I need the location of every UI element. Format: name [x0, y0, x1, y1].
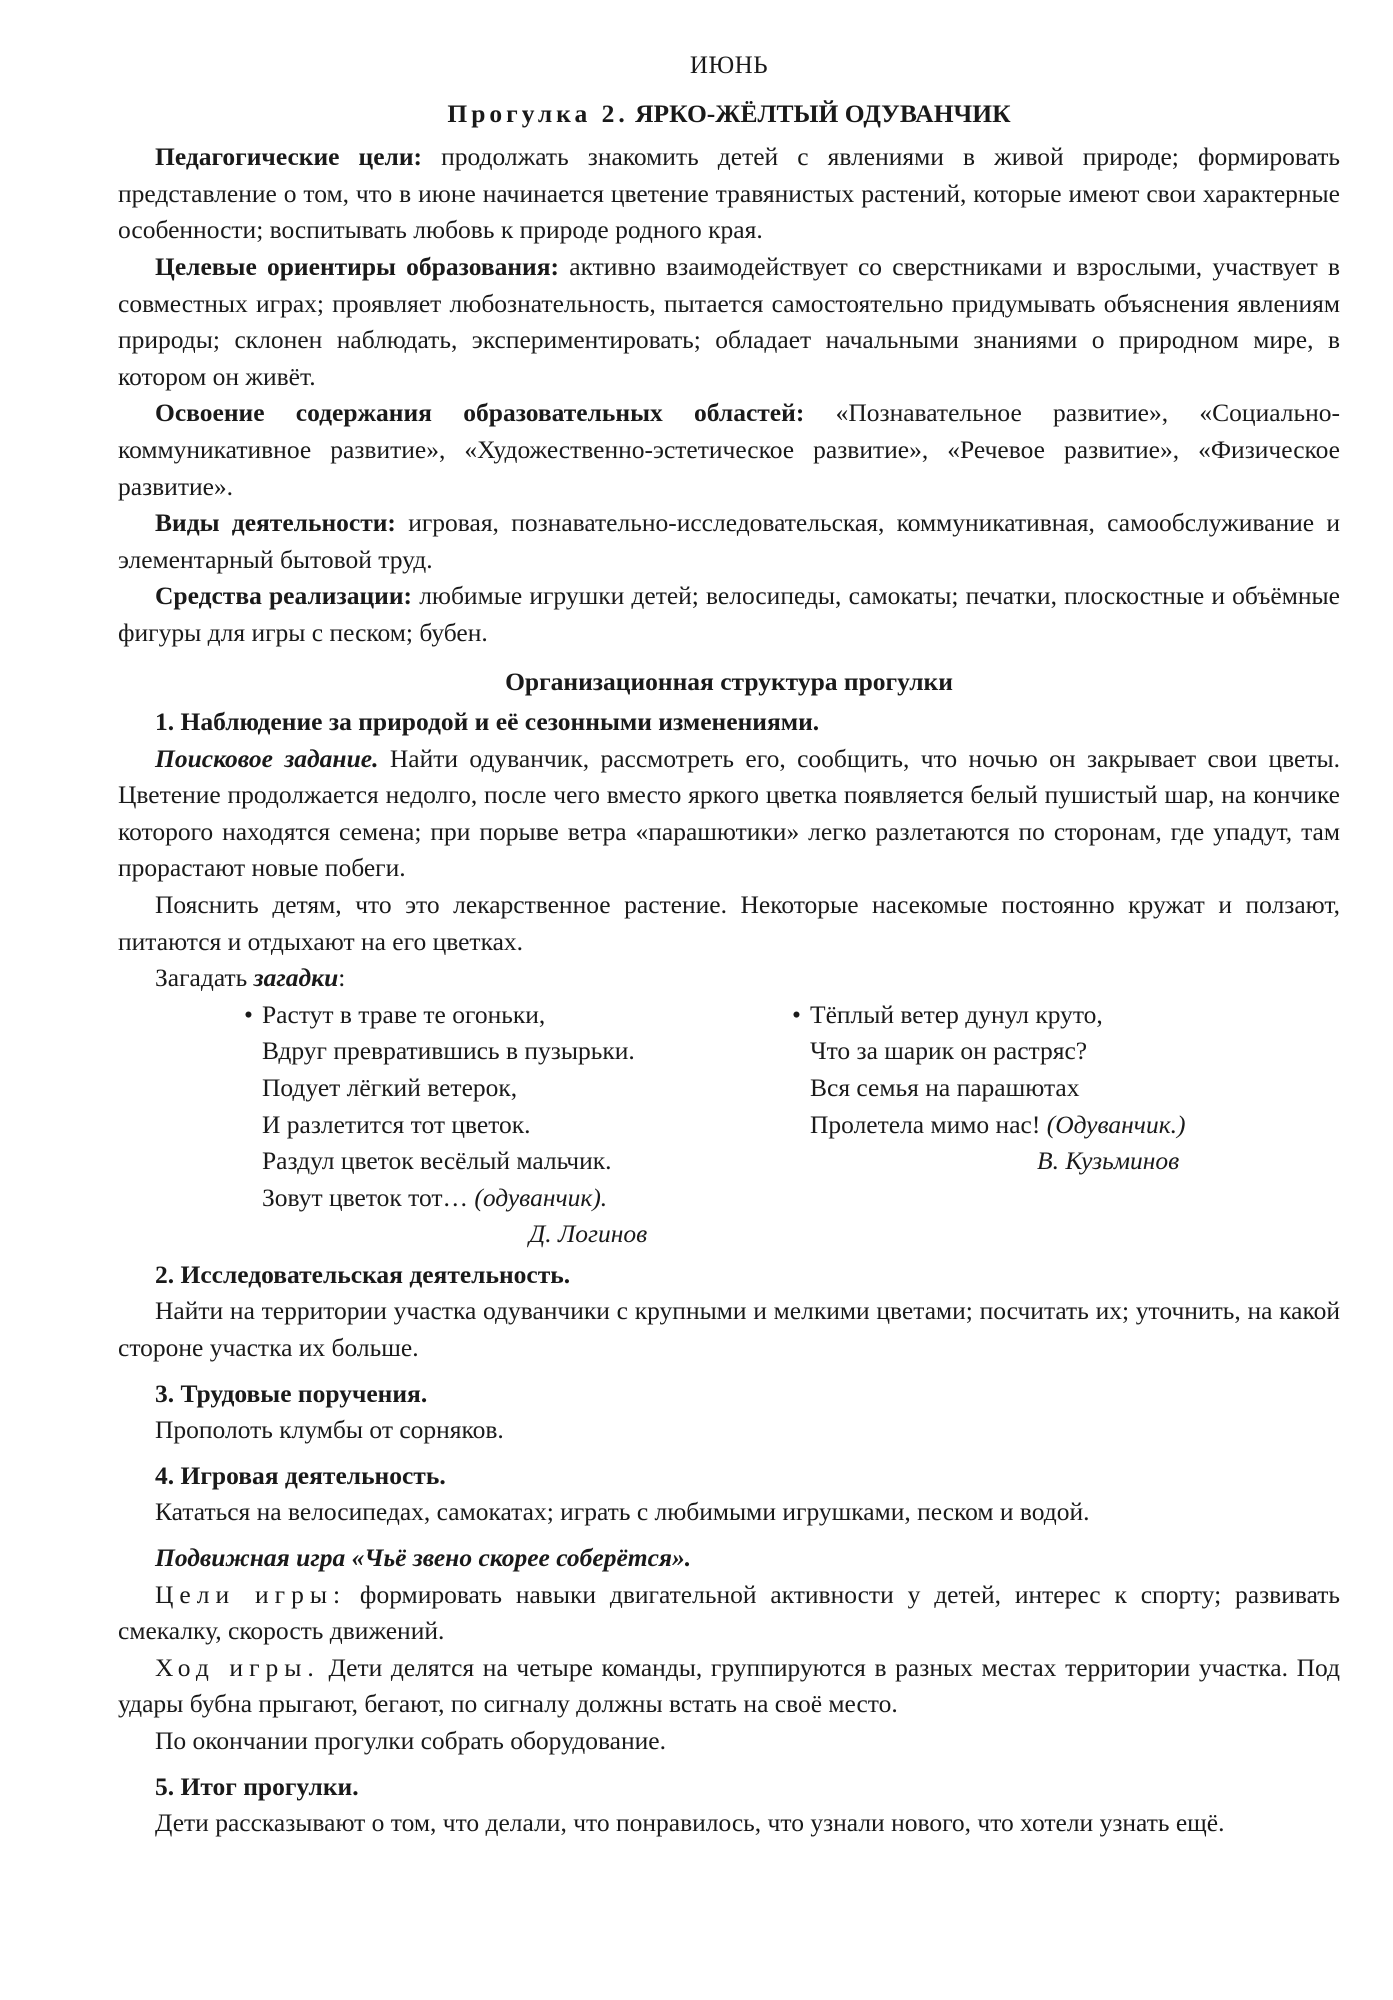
areas-paragraph	[118, 395, 1340, 505]
poem-line: Что за шарик он растряс?	[810, 1036, 1088, 1066]
poem-line: • Растут в траве те огоньки,	[244, 997, 647, 1034]
riddles-intro: Загадать загадки:	[155, 963, 346, 993]
poem-answer: (Одуванчик.)	[1046, 1109, 1186, 1139]
game-course-paragraph	[118, 1650, 1340, 1723]
section3-heading: 3. Трудовые поручения.	[155, 1378, 428, 1408]
walk-title	[118, 96, 1340, 133]
activities-text: игровая, познавательно-исследовательская, коммуникативная, самообслуживание и элементарный бытовой труд.	[118, 508, 1340, 574]
poem-line: Вдруг превратившись в пузырьки.	[262, 1036, 635, 1066]
section2-heading: 2. Исследовательская деятельность.	[155, 1259, 571, 1289]
means-paragraph	[118, 578, 1340, 651]
poem-line: И разлетится тот цветок.	[262, 1109, 531, 1139]
game-goals-paragraph	[118, 1577, 1340, 1650]
areas-label: Освоение содержания образовательных областей:	[155, 398, 805, 428]
goals-paragraph	[118, 139, 1340, 249]
targets-text: активно взаимодействует со сверстниками и взрослыми, участвует в совместных играх; проявляет любознательность, пытается самостоятельно придумывать объяснения явлениям природы; склонен наблюдать, экспериментировать; обладает начальными знаниями о природном мире, в котором он живёт.	[118, 251, 1340, 391]
areas-text: «Познавательное развитие», «Социально-коммуникативное развитие», «Художественно-эстетическое развитие», «Речевое развитие», «Физическое развитие».	[118, 398, 1340, 501]
bullet-icon: •	[244, 999, 253, 1029]
bullet-icon: •	[792, 999, 801, 1029]
document-body	[118, 48, 1340, 1842]
section3-text: Прополоть клумбы от сорняков.	[155, 1415, 504, 1445]
walk-title-name: ЯРКО-ЖЁЛТЫЙ ОДУВАНЧИК	[635, 98, 1011, 128]
section5-heading: 5. Итог прогулки.	[155, 1771, 359, 1801]
game-title: Подвижная игра «Чьё звено скорее соберётся».	[155, 1543, 692, 1572]
poem-author: В. Кузьминов	[1037, 1146, 1180, 1176]
section2-text: Найти на территории участка одуванчики с крупными и мелкими цветами; посчитать их; уточнить, на какой стороне участка их больше.	[118, 1296, 1340, 1363]
search-task-paragraph	[118, 741, 1340, 887]
poem-answer: (одуванчик).	[474, 1182, 608, 1212]
poem-line: Вся семья на парашютах	[810, 1073, 1080, 1103]
game-course-text: Дети делятся на четыре команды, группируются в разных местах территории участка. Под удары бубна прыгают, бегают, по сигналу должны встать на своё место.	[118, 1652, 1341, 1719]
targets-label: Целевые ориентиры образования:	[155, 251, 560, 281]
activities-label: Виды деятельности:	[155, 508, 396, 538]
targets-paragraph	[118, 249, 1340, 395]
end-of-walk-text: По окончании прогулки собрать оборудование.	[155, 1725, 666, 1755]
riddle-poem-2	[792, 997, 1186, 1180]
section5-text: Дети рассказывают о том, что делали, что понравилось, что узнали нового, что хотели узнать ещё.	[155, 1808, 1225, 1838]
game-course-label: Ход игры.	[155, 1652, 320, 1682]
poem-line: Подует лёгкий ветерок,	[262, 1073, 518, 1103]
poem-line: • Тёплый ветер дунул круто,	[792, 997, 1186, 1034]
game-goals-text: формировать навыки двигательной активности у детей, интерес к спорту; развивать смекалку, скорость движений.	[118, 1579, 1341, 1646]
activities-paragraph	[118, 505, 1340, 578]
means-text: любимые игрушки детей; велосипеды, самокаты; печатки, плоскостные и объёмные фигуры для игры с песком; бубен.	[118, 581, 1340, 647]
poem-author: Д. Логинов	[529, 1219, 648, 1249]
goals-text: продолжать знакомить детей с явлениями в живой природе; формировать представление о том, что в июне начинается цветение травянистых растений, которые имеют свои характерные особенности; воспитывать любовь к природе родного края.	[118, 142, 1341, 245]
poem-line: Раздул цветок весёлый мальчик.	[262, 1146, 612, 1176]
riddle-poems	[118, 997, 1340, 1257]
month-header: ИЮНЬ	[689, 52, 769, 79]
goals-label: Педагогические цели:	[155, 142, 423, 172]
riddles-word: загадки	[253, 963, 339, 993]
explain-paragraph: Пояснить детям, что это лекарственное растение. Некоторые насекомые постоянно кружат и ползают, питаются и отдыхают на его цветках.	[118, 890, 1340, 956]
riddle-poem-1	[244, 997, 647, 1253]
search-task-label: Поисковое задание.	[155, 743, 379, 773]
poem-line: Зовут цветок тот… (одуванчик).	[262, 1182, 608, 1212]
structure-title: Организационная структура прогулки	[505, 666, 953, 696]
walk-title-prefix: Прогулка 2.	[447, 98, 629, 128]
search-task-text: Найти одуванчик, рассмотреть его, сообщить, что ночью он закрывает свои цветы. Цветение продолжается недолго, после чего вместо яркого цветка появляется белый пушистый шар, на кончике которого находятся семена; при порыве ветра «парашютики» легко разлетаются по сторонам, где упадут, там прорастают новые побеги.	[118, 743, 1341, 883]
section1-heading: 1. Наблюдение за природой и её сезонными изменениями.	[155, 707, 820, 737]
poem-line: Пролетела мимо нас! (Одуванчик.)	[810, 1109, 1186, 1139]
section4-text: Кататься на велосипедах, самокатах; играть с любимыми игрушками, песком и водой.	[155, 1497, 1090, 1527]
means-label: Средства реализации:	[155, 581, 413, 611]
game-goals-label: Цели игры:	[155, 1579, 347, 1609]
section4-heading: 4. Игровая деятельность.	[155, 1460, 446, 1490]
